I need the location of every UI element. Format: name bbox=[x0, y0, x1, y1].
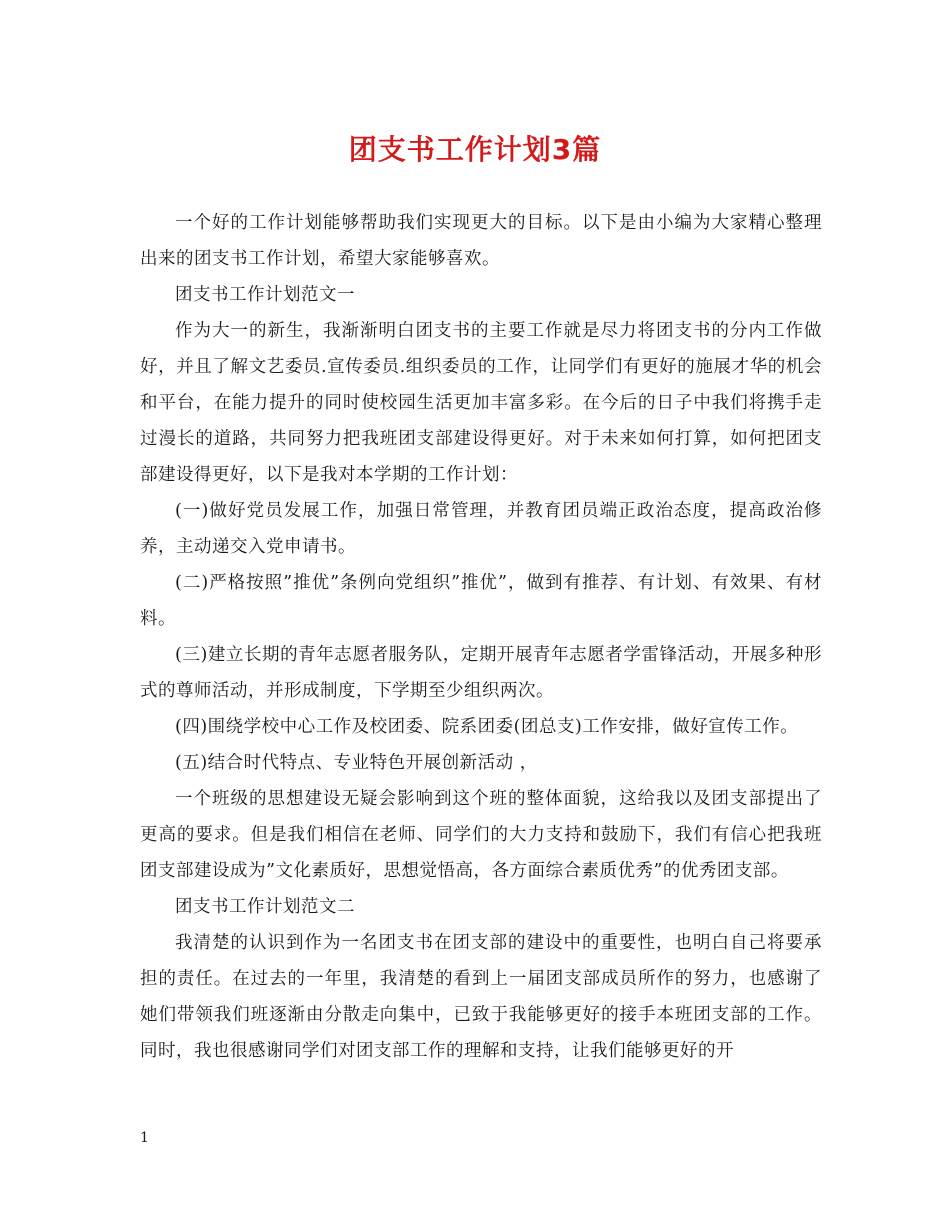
list-item-3: (三)建立长期的青年志愿者服务队，定期开展青年志愿者学雷锋活动，开展多种形式的尊师活动，并形成制度，下学期至少组织两次。 bbox=[140, 645, 822, 701]
document-body bbox=[140, 205, 822, 1069]
document-title: 团支书工作计划3篇 bbox=[348, 133, 602, 166]
intro-paragraph: 一个好的工作计划能够帮助我们实现更大的目标。以下是由小编为大家精心整理出来的团支书工作计划，希望大家能够喜欢。 bbox=[140, 213, 822, 269]
page-number: 1 bbox=[140, 1130, 149, 1146]
list-item-5: (五)结合时代特点、专业特色开展创新活动 ， bbox=[175, 753, 538, 773]
paragraph: 作为大一的新生，我渐渐明白团支书的主要工作就是尽力将团支书的分内工作做好，并且了解文艺委员.宣传委员.组织委员的工作，让同学们有更好的施展才华的机会和平台，在能力提升的同时使校园生活更加丰富多彩。在今后的日子中我们将携手走过漫长的道路，共同努力把我班团支部建设得更好。对于未来如何打算，如何把团支部建设得更好，以下是我对本学期的工作计划： bbox=[140, 321, 822, 485]
list-item-4: (四)围绕学校中心工作及校团委、院系团委(团总支)工作安排，做好宣传工作。 bbox=[175, 717, 799, 737]
list-item-1: (一)做好党员发展工作，加强日常管理，并教育团员端正政治态度，提高政治修养，主动递交入党申请书。 bbox=[140, 501, 822, 557]
section-heading-1: 团支书工作计划范文一 bbox=[175, 285, 355, 305]
list-item-2: (二)严格按照”推优”条例向党组织”推优”，做到有推荐、有计划、有效果、有材料。 bbox=[140, 573, 822, 629]
paragraph: 一个班级的思想建设无疑会影响到这个班的整体面貌，这给我以及团支部提出了更高的要求。但是我们相信在老师、同学们的大力支持和鼓励下，我们有信心把我班团支部建设成为”文化素质好，思想觉悟高，各方面综合素质优秀”的优秀团支部。 bbox=[140, 789, 822, 881]
section-heading-2: 团支书工作计划范文二 bbox=[175, 897, 355, 917]
paragraph: 我清楚的认识到作为一名团支书在团支部的建设中的重要性，也明白自己将要承担的责任。在过去的一年里，我清楚的看到上一届团支部成员所作的努力，也感谢了她们带领我们班逐渐由分散走向集中，已致于我能够更好的接手本班团支部的工作。同时，我也很感谢同学们对团支部工作的理解和支持，让我们能够更好的开 bbox=[140, 933, 822, 1061]
